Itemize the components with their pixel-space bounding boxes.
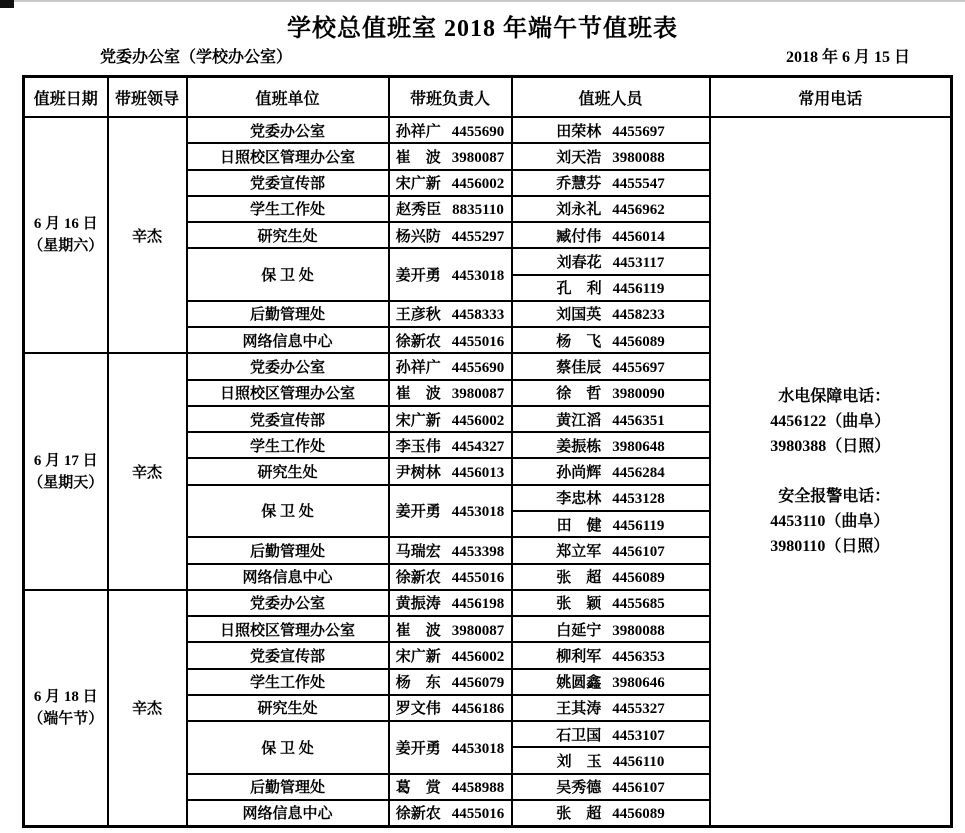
person-name: 宋广新 — [395, 412, 441, 429]
date-cell — [24, 590, 108, 827]
unit-cell: 党委宣传部 — [187, 170, 389, 196]
person-phone: 4455697 — [612, 123, 665, 140]
person-phone: 4456002 — [451, 412, 505, 429]
person-name: 石卫国 — [556, 727, 602, 744]
date-line: 6 月 16 日 — [33, 216, 98, 233]
leader-cell: 辛杰 — [108, 590, 187, 827]
staff-person-cell — [512, 642, 710, 668]
date-note-line: （端午节） — [28, 710, 104, 727]
person-name: 王彦秋 — [395, 307, 441, 324]
person-name: 孔 利 — [556, 281, 602, 298]
staff-person-cell — [512, 380, 710, 406]
date-note-line: （星期天） — [28, 474, 104, 491]
person-phone: 4456119 — [612, 281, 665, 298]
person-phone: 3980088 — [612, 622, 665, 639]
lead-person-cell — [389, 406, 512, 432]
person-name: 崔 波 — [395, 386, 441, 403]
header-row — [24, 77, 952, 118]
person-name: 田 健 — [556, 517, 602, 534]
lead-person-cell — [389, 642, 512, 668]
person-name: 孙尚辉 — [556, 465, 602, 482]
person-name: 姜开勇 — [395, 268, 441, 285]
unit-cell: 学生工作处 — [187, 432, 389, 458]
staff-person-cell — [512, 721, 710, 747]
page-title: 学校总值班室 2018 年端午节值班表 — [287, 16, 678, 42]
unit-cell: 研究生处 — [187, 695, 389, 721]
staff-person-cell — [512, 301, 710, 327]
person-phone: 4456089 — [612, 806, 665, 823]
person-phone: 4456119 — [612, 517, 665, 534]
person-phone: 3980090 — [612, 386, 665, 403]
person-phone: 3980646 — [612, 675, 665, 692]
person-name: 姚圆鑫 — [556, 675, 602, 692]
person-phone: 4456351 — [612, 412, 665, 429]
column-header-lead-person: 带班负责人 — [389, 77, 512, 118]
person-phone: 4453398 — [451, 543, 505, 560]
person-name: 孙祥广 — [395, 123, 441, 140]
person-name: 徐新农 — [395, 333, 441, 350]
staff-person-cell — [512, 222, 710, 248]
person-phone: 4456002 — [451, 648, 505, 665]
staff-person-cell — [512, 800, 710, 827]
person-phone: 4458233 — [612, 307, 665, 324]
org-label: 党委办公室（学校办公室） — [100, 49, 293, 66]
person-name: 张 超 — [556, 570, 602, 587]
lead-person-cell — [389, 669, 512, 695]
column-header-date: 值班日期 — [24, 77, 108, 118]
phone-note-line: 4456122（曲阜） — [770, 413, 891, 430]
column-header-staff: 值班人员 — [512, 77, 710, 118]
unit-cell: 研究生处 — [187, 222, 389, 248]
person-phone: 4456353 — [612, 648, 665, 665]
person-name: 刘国英 — [556, 307, 602, 324]
phone-notes — [770, 384, 890, 559]
person-phone: 4453018 — [451, 504, 505, 521]
person-phone: 4453018 — [451, 740, 505, 757]
subtitle-row — [0, 44, 965, 66]
column-header-leader: 带班领导 — [108, 77, 187, 118]
unit-cell: 学生工作处 — [187, 196, 389, 222]
person-name: 蔡佳辰 — [556, 360, 602, 377]
person-phone: 4455690 — [451, 360, 505, 377]
person-phone: 4453018 — [451, 268, 505, 285]
date-cell — [24, 353, 108, 589]
person-name: 宋广新 — [395, 176, 441, 193]
date-cell — [24, 117, 108, 353]
staff-person-cell — [512, 353, 710, 379]
phone-note-line: 3980110（日照） — [770, 538, 890, 555]
person-name: 杨 东 — [395, 675, 441, 692]
lead-person-cell — [389, 117, 512, 143]
staff-person-cell — [512, 275, 710, 301]
unit-cell: 网络信息中心 — [187, 800, 389, 827]
unit-cell: 保 卫 处 — [187, 248, 389, 301]
person-name: 崔 波 — [395, 149, 441, 166]
person-name: 乔慧芬 — [556, 176, 602, 193]
unit-cell: 党委宣传部 — [187, 642, 389, 668]
person-phone: 4456107 — [612, 543, 665, 560]
lead-person-cell — [389, 353, 512, 379]
person-name: 吴秀德 — [556, 780, 602, 797]
lead-person-cell — [389, 774, 512, 800]
column-header-unit: 值班单位 — [187, 77, 389, 118]
unit-cell: 保 卫 处 — [187, 485, 389, 538]
person-phone: 3980648 — [612, 438, 665, 455]
person-phone: 4455547 — [612, 176, 665, 193]
lead-person-cell — [389, 380, 512, 406]
lead-person-cell — [389, 170, 512, 196]
person-phone: 4453128 — [612, 491, 665, 508]
staff-person-cell — [512, 432, 710, 458]
leader-cell: 辛杰 — [108, 353, 187, 589]
unit-cell: 网络信息中心 — [187, 564, 389, 590]
person-phone: 4456002 — [451, 176, 505, 193]
duty-table-header — [24, 77, 952, 118]
person-name: 张 超 — [556, 806, 602, 823]
staff-person-cell — [512, 616, 710, 642]
column-header-phones: 常用电话 — [710, 77, 952, 118]
lead-person-cell — [389, 196, 512, 222]
person-name: 刘春花 — [556, 254, 602, 271]
person-phone: 4455016 — [451, 570, 505, 587]
staff-person-cell — [512, 511, 710, 537]
lead-person-cell — [389, 485, 512, 538]
scan-artifact-line — [0, 0, 965, 2]
unit-cell: 网络信息中心 — [187, 327, 389, 353]
leader-cell: 辛杰 — [108, 117, 187, 353]
person-phone: 3980087 — [451, 386, 505, 403]
person-phone: 4455685 — [612, 596, 665, 613]
person-phone: 4456198 — [451, 596, 505, 613]
person-name: 白延宁 — [556, 622, 602, 639]
person-name: 刘 玉 — [556, 754, 602, 770]
person-name: 徐新农 — [395, 806, 441, 823]
person-name: 黄振涛 — [395, 596, 441, 613]
table-row — [24, 117, 952, 143]
person-name: 孙祥广 — [395, 360, 441, 377]
person-name: 郑立军 — [556, 543, 602, 560]
staff-person-cell — [512, 485, 710, 511]
unit-cell: 日照校区管理办公室 — [187, 143, 389, 169]
lead-person-cell — [389, 564, 512, 590]
person-phone: 4455016 — [451, 333, 505, 350]
unit-cell: 后勤管理处 — [187, 774, 389, 800]
person-name: 葛 赏 — [395, 780, 441, 797]
scan-artifact-corner — [0, 0, 14, 8]
person-phone: 4453117 — [612, 254, 665, 271]
person-name: 王其涛 — [556, 701, 602, 718]
issue-date: 2018 年 6 月 15 日 — [785, 49, 910, 66]
person-name: 尹树林 — [395, 465, 441, 482]
person-phone: 4456962 — [612, 202, 665, 219]
person-phone: 4458333 — [451, 307, 505, 324]
person-name: 徐 哲 — [556, 386, 602, 403]
lead-person-cell — [389, 327, 512, 353]
phone-note-line: 4453110（曲阜） — [770, 513, 890, 530]
lead-person-cell — [389, 616, 512, 642]
person-name: 田荣林 — [556, 123, 602, 140]
person-phone: 4456284 — [612, 465, 665, 482]
staff-person-cell — [512, 458, 710, 484]
phone-note-line: 3980388（日照） — [770, 438, 891, 455]
person-phone: 4455297 — [451, 228, 505, 245]
lead-person-cell — [389, 222, 512, 248]
staff-person-cell — [512, 774, 710, 800]
person-phone: 3980088 — [612, 149, 665, 166]
lead-person-cell — [389, 143, 512, 169]
person-phone: 4456107 — [612, 780, 665, 797]
date-line: 6 月 17 日 — [33, 452, 98, 469]
person-phone: 8835110 — [452, 202, 504, 219]
person-phone: 4455016 — [451, 806, 505, 823]
date-line: 6 月 18 日 — [33, 688, 98, 705]
person-name: 崔 波 — [395, 622, 441, 639]
staff-person-cell — [512, 590, 710, 616]
person-phone: 4456186 — [451, 701, 505, 718]
person-name: 罗文伟 — [395, 701, 441, 718]
unit-cell: 党委办公室 — [187, 117, 389, 143]
unit-cell: 后勤管理处 — [187, 301, 389, 327]
person-name: 徐新农 — [395, 570, 441, 587]
person-name: 姜振栋 — [556, 438, 602, 455]
person-name: 姜开勇 — [395, 740, 441, 757]
lead-person-cell — [389, 301, 512, 327]
person-name: 刘永礼 — [556, 202, 602, 219]
lead-person-cell — [389, 248, 512, 301]
person-phone: 4456013 — [451, 465, 505, 482]
unit-cell: 党委办公室 — [187, 353, 389, 379]
unit-cell: 日照校区管理办公室 — [187, 616, 389, 642]
unit-cell: 学生工作处 — [187, 669, 389, 695]
person-name: 刘天浩 — [556, 149, 602, 166]
lead-person-cell — [389, 590, 512, 616]
person-phone: 4455327 — [612, 701, 665, 718]
person-phone: 4455690 — [451, 123, 505, 140]
unit-cell: 研究生处 — [187, 458, 389, 484]
phone-notes-cell — [710, 117, 952, 827]
phone-note-line: 水电保障电话： — [778, 388, 891, 405]
person-phone: 4453107 — [612, 727, 665, 744]
person-name: 张 颖 — [556, 596, 602, 613]
person-name: 李忠林 — [556, 491, 602, 508]
duty-table — [22, 75, 953, 828]
person-phone: 4456089 — [612, 333, 665, 350]
person-phone: 3980087 — [451, 622, 505, 639]
person-name: 杨兴防 — [395, 228, 441, 245]
lead-person-cell — [389, 721, 512, 774]
staff-person-cell — [512, 406, 710, 432]
lead-person-cell — [389, 458, 512, 484]
person-name: 黄江滔 — [556, 412, 602, 429]
duty-table-body — [24, 117, 952, 827]
phone-note-line: 安全报警电话： — [778, 488, 891, 505]
person-name: 臧付伟 — [556, 228, 602, 245]
staff-person-cell — [512, 669, 710, 695]
person-name: 柳利军 — [556, 648, 602, 665]
staff-person-cell — [512, 564, 710, 590]
lead-person-cell — [389, 800, 512, 827]
staff-person-cell — [512, 117, 710, 143]
staff-person-cell — [512, 248, 710, 274]
unit-cell: 日照校区管理办公室 — [187, 380, 389, 406]
person-name: 赵秀臣 — [396, 202, 442, 219]
staff-person-cell — [512, 537, 710, 563]
person-name: 杨 飞 — [556, 333, 602, 350]
lead-person-cell — [389, 537, 512, 563]
person-phone: 4456110 — [612, 754, 665, 770]
person-name: 姜开勇 — [395, 504, 441, 521]
unit-cell: 后勤管理处 — [187, 537, 389, 563]
staff-person-cell — [512, 170, 710, 196]
phone-note-line — [770, 459, 890, 484]
person-name: 马瑞宏 — [395, 543, 441, 560]
person-phone: 4456014 — [612, 228, 665, 245]
staff-person-cell — [512, 143, 710, 169]
person-phone: 4455697 — [612, 360, 665, 377]
person-phone: 4454327 — [451, 438, 505, 455]
person-name: 宋广新 — [395, 648, 441, 665]
unit-cell: 保 卫 处 — [187, 721, 389, 774]
person-phone: 4456079 — [451, 675, 505, 692]
unit-cell: 党委宣传部 — [187, 406, 389, 432]
staff-person-cell — [512, 196, 710, 222]
staff-person-cell — [512, 747, 710, 773]
person-phone: 4456089 — [612, 570, 665, 587]
person-name: 李玉伟 — [395, 438, 441, 455]
lead-person-cell — [389, 432, 512, 458]
staff-person-cell — [512, 695, 710, 721]
lead-person-cell — [389, 695, 512, 721]
staff-person-cell — [512, 327, 710, 353]
person-phone: 4458988 — [451, 780, 505, 797]
date-note-line: （星期六） — [28, 238, 104, 255]
person-phone: 3980087 — [451, 149, 505, 166]
unit-cell: 党委办公室 — [187, 590, 389, 616]
